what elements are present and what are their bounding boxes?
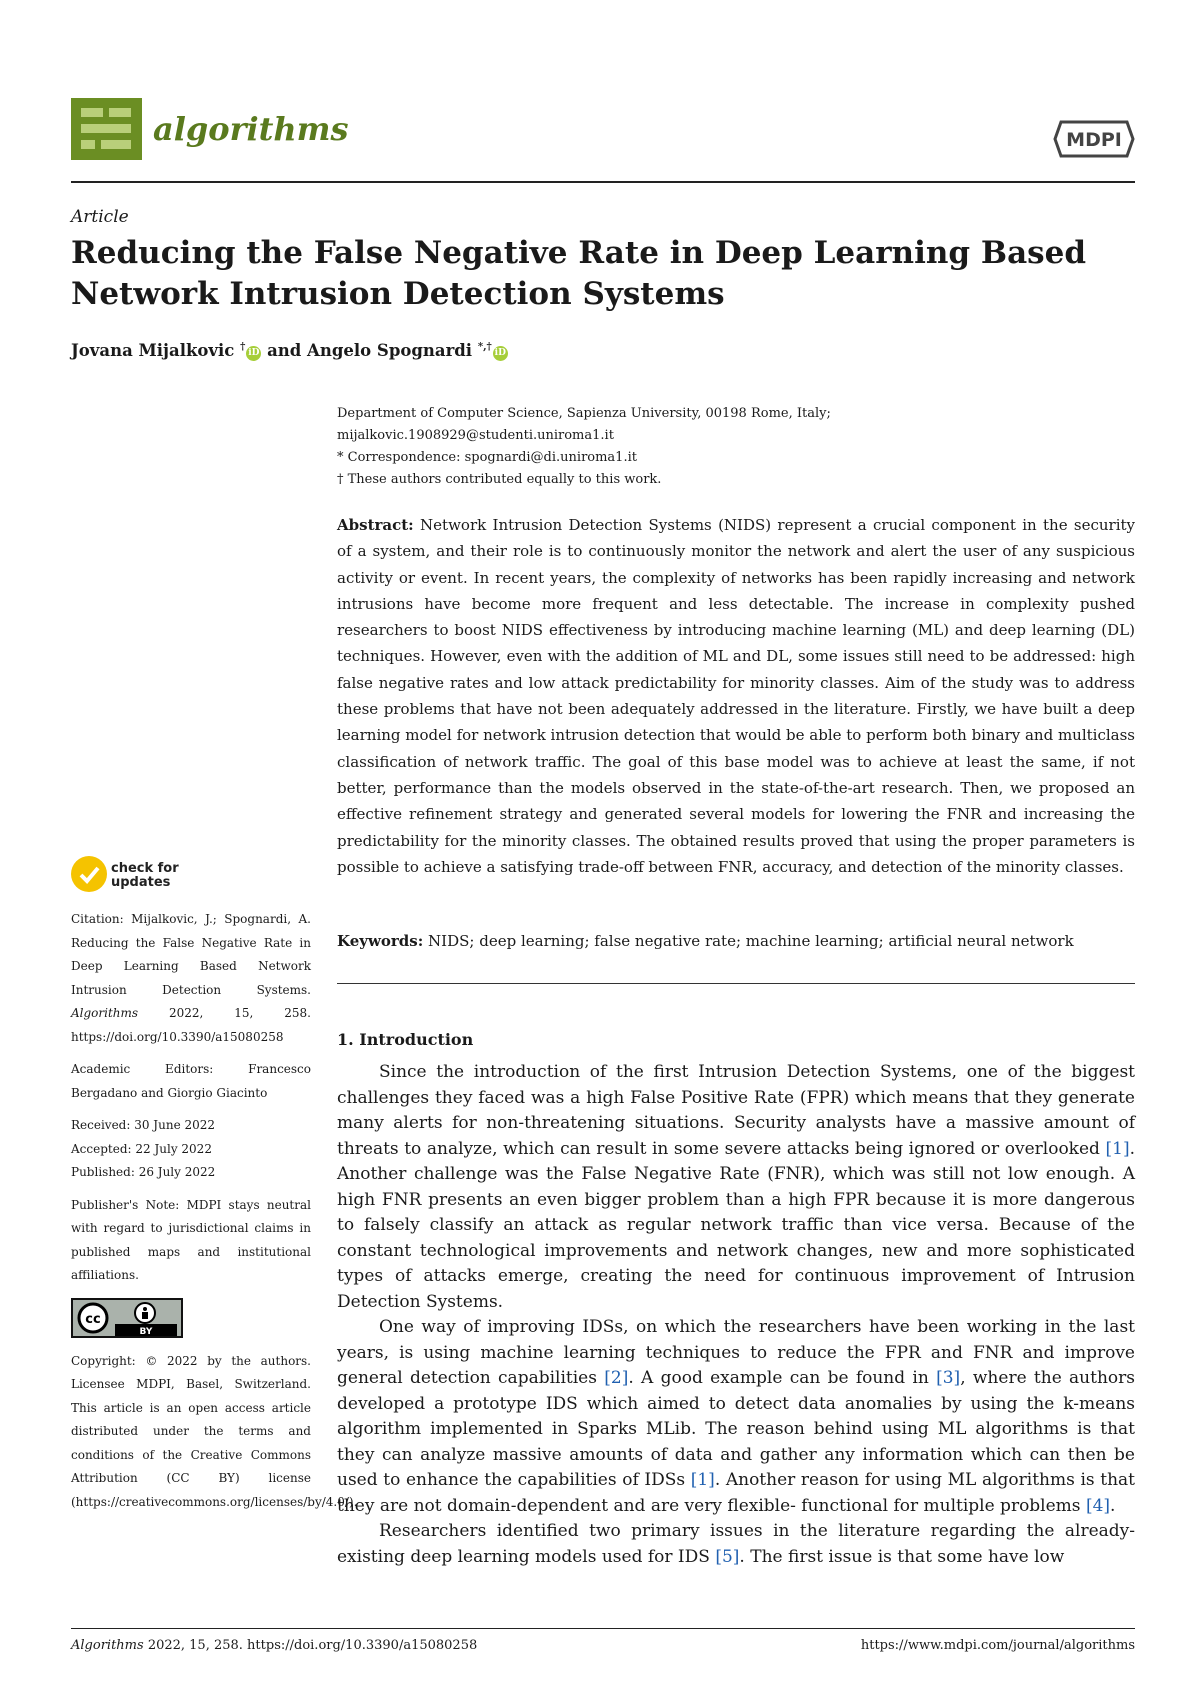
keywords-text: NIDS; deep learning; false negative rate; machine learning; artificial neural network [428, 932, 1074, 950]
citation-link[interactable]: [4] [1085, 1495, 1111, 1516]
orcid-icon[interactable]: iD [246, 346, 261, 361]
check-label-line1: check for [111, 861, 179, 876]
footer-divider [71, 1628, 1135, 1629]
citation-label: Citation: [71, 912, 124, 926]
accepted-date: Accepted: 22 July 2022 [71, 1141, 212, 1156]
author-mark: *,† [477, 341, 492, 353]
paragraph: Researchers identified two primary issues in the literature regarding the already-existing deep learning models used for IDS [5]. The first issue is that some have low [337, 1521, 1135, 1567]
correspondence-line: * Correspondence: spognardi@di.uniroma1.it [337, 450, 637, 465]
sidebar [71, 856, 358, 1523]
author-name: Angelo Spognardi [307, 341, 473, 360]
copyright-notice: Copyright: © 2022 by the authors. Licensee MDPI, Basel, Switzerland. This article is an open access article distributed under the terms and conditions of the Creative Commons Attribution (CC BY) license (https://creativecommons.org/licenses/by/4.0/). [71, 1353, 358, 1509]
footer-citation [71, 1638, 477, 1653]
citation-link[interactable]: [1] [1105, 1138, 1130, 1159]
journal-logo-icon [71, 98, 142, 160]
keywords [337, 932, 1135, 950]
citation-journal: Algorithms [71, 1006, 139, 1020]
publisher-note-text: MDPI stays neutral with regard to jurisdictional claims in published maps and institutional affiliations. [71, 1197, 311, 1282]
check-for-updates-button[interactable] [71, 856, 311, 900]
mdpi-logo-icon [1053, 114, 1135, 168]
footer-journal-url[interactable]: https://www.mdpi.com/journal/algorithms [860, 1638, 1135, 1653]
author-name: Jovana Mijalkovic [71, 341, 235, 360]
publisher-note [71, 1194, 311, 1288]
citation-link[interactable]: [3] [936, 1368, 961, 1388]
check-for-updates-icon [71, 856, 107, 892]
header-divider [71, 181, 1135, 183]
check-label-line2: updates [111, 875, 171, 890]
title-line-1: Reducing the False Negative Rate in Deep Learning Based [71, 235, 1087, 271]
abstract-text: Network Intrusion Detection Systems (NIDS) represent a crucial component in the security of a system, and their role is to continuously monitor the network and alert the user of any suspicious activity or event. In recent years, the complexity of networks has been rapidly increasing and network intrusions have become more frequent and less detectable. The increase in complexity pushed researchers to boost NIDS effectiveness by introducing machine learning (ML) and deep learning (DL) techniques. However, even with the addition of ML and DL, some issues still need to be addressed: high false negative rates and low attack predictability for minority classes. Aim of the study was to address these problems that have not been adequately addressed in the literature. Firstly, we have built a deep learning model for network intrusion detection that would be able to perform both binary and multiclass classification of network traffic. The goal of this base model was to achieve at least the same, if not better, performance than the models observed in the state-of-the-art research. Then, we proposed an effective refinement strategy and generated several models for lowering the FNR and increasing the predictability for the minority classes. The obtained results proved that using the proper parameters is possible to achieve a satisfying trade-off between FNR, accuracy, and detection of the minority classes. [337, 516, 1136, 876]
section-heading: 1. Introduction [337, 1030, 474, 1049]
citation-link[interactable]: [5] [715, 1546, 740, 1567]
citation-block [71, 908, 311, 1049]
paper-title [71, 233, 1091, 315]
published-date: Published: 26 July 2022 [71, 1165, 216, 1179]
received-date: Received: 30 June 2022 [71, 1118, 216, 1132]
footer-doi[interactable]: 2022, 15, 258. https://doi.org/10.3390/a15080258 [147, 1638, 478, 1653]
citation-link[interactable]: [1] [690, 1470, 715, 1490]
svg-text:cc: cc [85, 1311, 101, 1327]
citation-link[interactable]: [2] [604, 1368, 629, 1388]
author-conjunction: and [267, 341, 302, 360]
keywords-divider [337, 983, 1135, 984]
affiliation-email[interactable]: mijalkovic.1908929@studenti.uniroma1.it [337, 428, 614, 443]
paragraph: One way of improving IDSs, on which the researchers have been working in the last years, is using machine learning techniques to reduce the FPR and FNR and improve general detection capabilities [2]. A good example can be found in [3], where the authors developed a prototype IDS which aimed to detect data anomalies by using the k-means algorithm implemented in Sparks MLib. The reason behind using ML algorithms is that they can analyze massive amounts of data and gather any information which can then be used to enhance the capabilities of IDSs [1]. Another reason for using ML algorithms is that they are not domain-dependent and are very flexible- functional for multiple problems [4]. [337, 1317, 1135, 1516]
affiliation-line: Department of Computer Science, Sapienza University, 00198 Rome, Italy; [337, 406, 831, 421]
citation-text: Mijalkovic, J.; Spognardi, A. Reducing the False Negative Rate in Deep Learning Based Network Intrusion Detection Systems. [71, 912, 311, 997]
dates-block [71, 1114, 311, 1185]
orcid-icon[interactable]: iD [493, 346, 508, 361]
citation-doi[interactable]: 2022, 15, 258. https://doi.org/10.3390/a15080258 [71, 1006, 311, 1044]
journal-name: algorithms [153, 110, 349, 148]
abstract [337, 512, 1135, 880]
journal-header [71, 98, 1135, 180]
paragraph: Since the introduction of the first Intrusion Detection Systems, one of the biggest challenges they faced was a high False Positive Rate (FPR) which means that they generate many alerts for non-threatening situations. Security analysts have a massive amount of threats to analyze, which can result in some severe attacks being ignored or overlooked [1]. Another challenge was the False Negative Rate (FNR), which was still not low enough. A high FNR presents an even bigger problem than a high FPR because it is more dangerous to falsely classify an attack as regular network traffic than vice versa. Because of the constant technological improvements and network changes, new and more sophisticated types of attacks emerge, creating the need for continuous improvement of Intrusion Detection Systems. [337, 1062, 1135, 1312]
publisher-note-label: Publisher's Note: [71, 1197, 180, 1212]
body-text [337, 1060, 1135, 1570]
footer-journal: Algorithms [71, 1638, 144, 1653]
author-list [71, 341, 508, 361]
affiliations [337, 403, 1137, 491]
keywords-label: Keywords: [337, 932, 424, 950]
academic-editors: Academic Editors: Francesco Bergadano and Giorgio Giacinto [71, 1062, 311, 1100]
author-mark: † [240, 341, 246, 353]
article-type: Article [71, 207, 129, 227]
cc-by-license-icon[interactable] [71, 1298, 183, 1338]
abstract-label: Abstract: [337, 516, 414, 534]
equal-contribution-note: † These authors contributed equally to this work. [337, 472, 662, 487]
title-line-2: Network Intrusion Detection Systems [71, 276, 725, 312]
cc-by-label: BY [139, 1326, 153, 1336]
mdpi-logo-text: MDPI [1066, 129, 1122, 151]
